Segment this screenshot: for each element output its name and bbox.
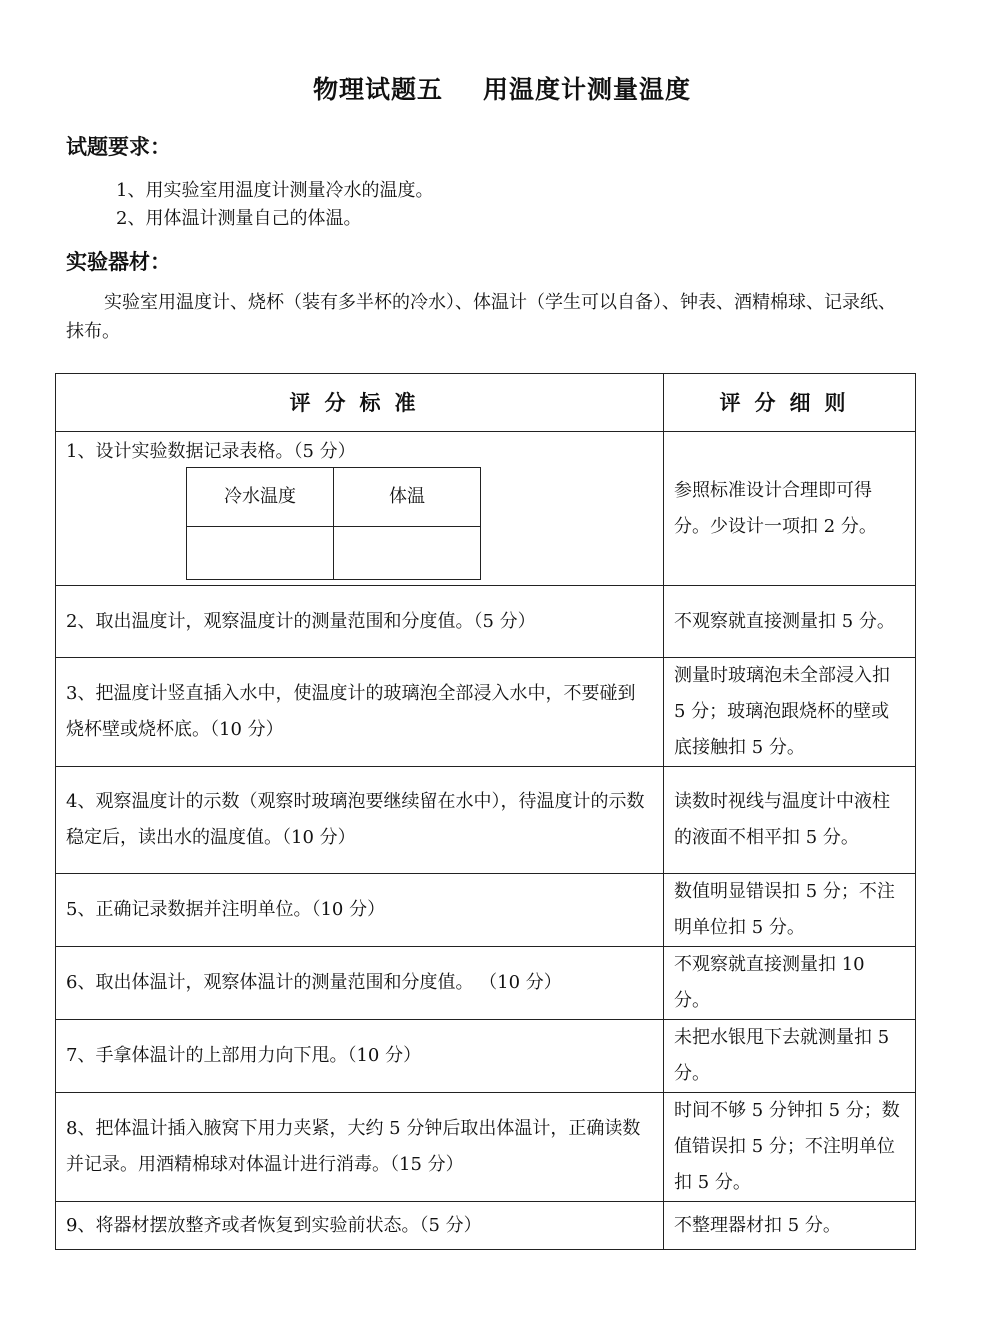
detail-cell: 不观察就直接测量扣 10 分。 (664, 947, 916, 1020)
criteria-header: 评分标准 (56, 374, 664, 432)
title-topic: 用温度计测量温度 (483, 75, 692, 104)
detail-cell: 读数时视线与温度计中液柱的液面不相平扣 5 分。 (664, 767, 916, 874)
table-header-row (56, 374, 916, 432)
criterion-cell: 8、把体温计插入腋窝下用力夹紧，大约 5 分钟后取出体温计，正确读数并记录。用酒精棉球对体温计进行消毒。（15 分） (56, 1093, 664, 1202)
detail-cell: 未把水银甩下去就测量扣 5 分。 (664, 1020, 916, 1093)
page-title (0, 70, 1004, 106)
title-subject: 物理试题五 (312, 75, 443, 104)
scoring-table (55, 373, 916, 1250)
table-row (56, 767, 916, 874)
table-row (56, 874, 916, 947)
requirements-heading: 试题要求： (66, 135, 171, 159)
detail-cell: 时间不够 5 分钟扣 5 分；数值错误扣 5 分；不注明单位扣 5 分。 (664, 1093, 916, 1202)
record-table (186, 467, 481, 580)
record-cell-empty (187, 527, 334, 580)
detail-cell: 参照标准设计合理即可得分。少设计一项扣 2 分。 (664, 432, 916, 586)
table-row (56, 947, 916, 1020)
record-header-body-temp: 体温 (334, 468, 481, 527)
criterion-cell: 6、取出体温计，观察体温计的测量范围和分度值。 （10 分） (56, 947, 664, 1020)
criterion-text: 1、设计实验数据记录表格。（5 分） (66, 441, 356, 462)
table-row (56, 432, 916, 586)
criterion-cell: 4、观察温度计的示数（观察时玻璃泡要继续留在水中），待温度计的示数稳定后，读出水的温度值。（10 分） (56, 767, 664, 874)
detail-cell: 不整理器材扣 5 分。 (664, 1202, 916, 1250)
detail-cell: 数值明显错误扣 5 分；不注明单位扣 5 分。 (664, 874, 916, 947)
criterion-cell: 5、正确记录数据并注明单位。（10 分） (56, 874, 664, 947)
table-row (56, 658, 916, 767)
criterion-cell: 7、手拿体温计的上部用力向下甩。（10 分） (56, 1020, 664, 1093)
table-row (56, 586, 916, 658)
detail-header: 评分细则 (664, 374, 916, 432)
criterion-cell: 9、将器材摆放整齐或者恢复到实验前状态。（5 分） (56, 1202, 664, 1250)
record-header-cold-water: 冷水温度 (187, 468, 334, 527)
requirement-item: 2、用体温计测量自己的体温。 (116, 208, 362, 229)
detail-cell: 测量时玻璃泡未全部浸入扣 5 分；玻璃泡跟烧杯的壁或底接触扣 5 分。 (664, 658, 916, 767)
record-cell-empty (334, 527, 481, 580)
requirement-item: 1、用实验室用温度计测量冷水的温度。 (116, 180, 434, 201)
detail-cell: 不观察就直接测量扣 5 分。 (664, 586, 916, 658)
table-row (56, 1202, 916, 1250)
equipment-heading: 实验器材： (66, 250, 171, 274)
table-row (56, 1093, 916, 1202)
criterion-cell: 3、把温度计竖直插入水中，使温度计的玻璃泡全部浸入水中，不要碰到烧杯壁或烧杯底。（10 分） (56, 658, 664, 767)
criterion-cell (56, 432, 664, 586)
equipment-text: 实验室用温度计、烧杯（装有多半杯的冷水）、体温计（学生可以自备）、钟表、酒精棉球、记录纸、抹布。 (66, 292, 896, 342)
criterion-cell: 2、取出温度计，观察温度计的测量范围和分度值。（5 分） (56, 586, 664, 658)
table-row (56, 1020, 916, 1093)
